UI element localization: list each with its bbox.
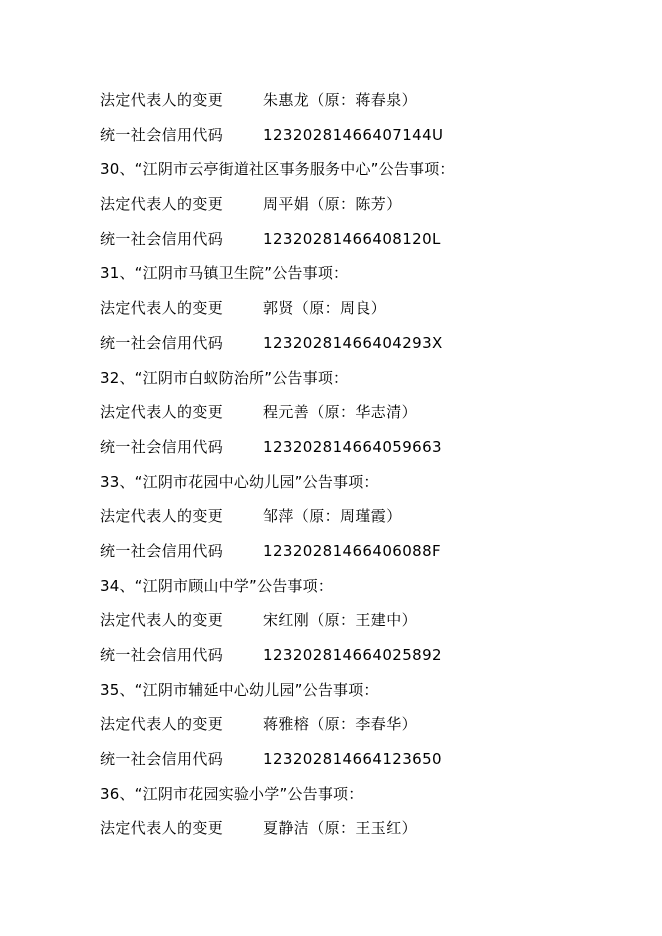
detail-row [100,742,620,777]
detail-value: 123202814664123650 [263,750,442,769]
detail-row [100,395,620,430]
detail-value: 12320281466406088F [263,541,442,560]
detail-value: 周平娟（原：陈芳） [263,195,402,214]
detail-label: 法定代表人的变更 [100,195,224,214]
detail-value: 12320281466404293X [263,333,443,352]
detail-label: 统一社会信用代码 [100,437,224,456]
detail-value: 郭贤（原：周良） [263,299,387,318]
detail-row [100,291,620,326]
detail-label: 法定代表人的变更 [100,819,224,838]
detail-label: 法定代表人的变更 [100,299,224,318]
detail-label: 法定代表人的变更 [100,507,224,526]
detail-row [100,222,620,257]
detail-value: 123202814664059663 [263,437,442,456]
detail-row [100,118,620,153]
detail-label: 统一社会信用代码 [100,125,224,144]
detail-label: 统一社会信用代码 [100,646,224,664]
announcement-heading: 35、“江阴市辅延中心幼儿园”公告事项： [100,680,379,699]
detail-value: 12320281466407144U [263,125,444,144]
announcement-heading: 33、“江阴市花园中心幼儿园”公告事项： [100,472,379,491]
announcement-heading: 30、“江阴市云亭街道社区事务服务中心”公告事项： [100,160,455,179]
detail-value: 程元善（原：华志清） [263,403,418,422]
detail-label: 法定代表人的变更 [100,611,224,630]
detail-label: 统一社会信用代码 [100,229,224,248]
detail-row [100,83,620,118]
announcement-heading: 34、“江阴市顾山中学”公告事项： [100,576,334,595]
detail-row [100,430,620,465]
detail-row [100,187,620,222]
announcement-heading: 36、“江阴市花园实验小学”公告事项： [100,784,364,803]
detail-value: 邹萍（原：周瑾霞） [263,507,402,526]
detail-value: 夏静洁（原：王玉红） [263,819,418,838]
detail-value: 朱惠龙（原：蒋春泉） [263,91,418,109]
detail-value: 蒋雅榕（原：李春华） [263,715,418,734]
detail-row [100,638,620,673]
detail-label: 法定代表人的变更 [100,91,224,109]
announcement-heading: 32、“江阴市白蚁防治所”公告事项： [100,368,349,387]
announcement-list [100,83,620,846]
detail-value: 123202814664025892 [263,646,442,664]
detail-row [100,603,620,638]
detail-label: 法定代表人的变更 [100,403,224,422]
detail-value: 宋红刚（原：王建中） [263,611,418,630]
detail-row [100,811,620,846]
detail-row [100,499,620,534]
detail-label: 法定代表人的变更 [100,715,224,734]
detail-label: 统一社会信用代码 [100,750,224,769]
detail-label: 统一社会信用代码 [100,541,224,560]
detail-value: 12320281466408120L [263,229,441,248]
detail-label: 统一社会信用代码 [100,333,224,352]
detail-row [100,707,620,742]
announcement-heading: 31、“江阴市马镇卫生院”公告事项： [100,264,349,283]
detail-row [100,534,620,569]
detail-row [100,326,620,361]
